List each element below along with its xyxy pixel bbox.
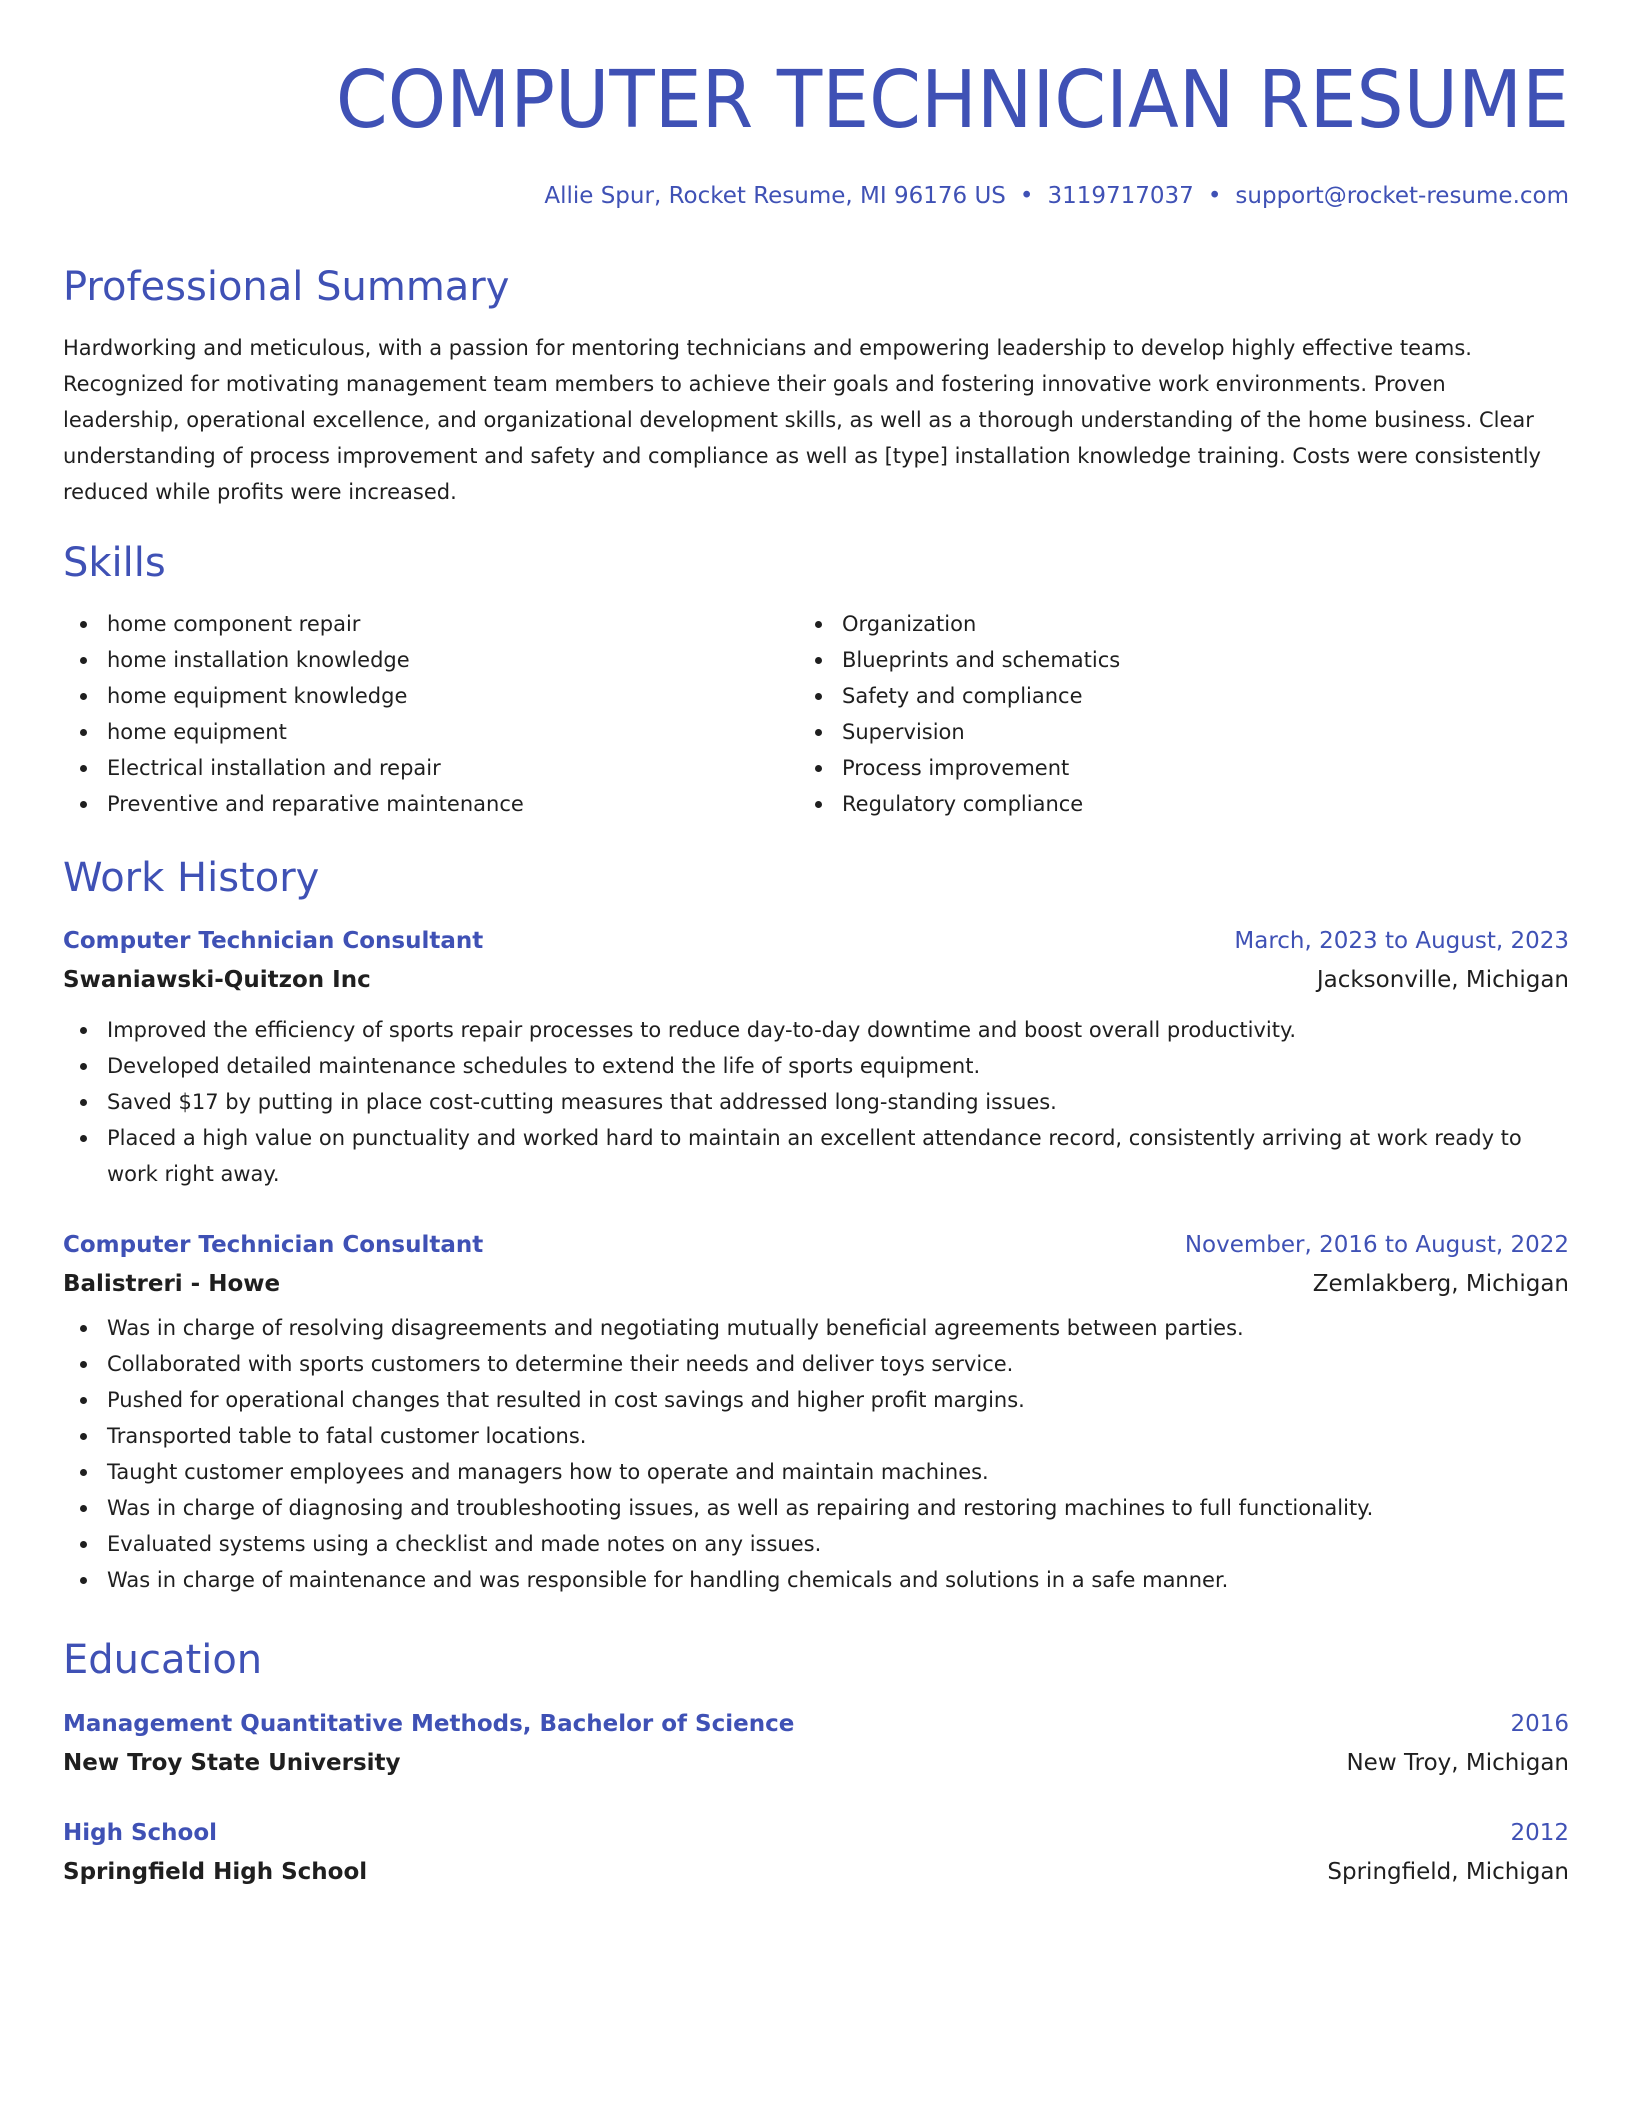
job-bullet: Was in charge of diagnosing and troubleshooting issues, as well as repairing and restoring machines to full functionality. (63, 1490, 1569, 1526)
skill-item: Supervision (798, 714, 1498, 750)
skill-item: home equipment knowledge (63, 678, 763, 714)
education-degree: High School (63, 1820, 218, 1846)
skill-item: home equipment (63, 714, 763, 750)
skill-item: Safety and compliance (798, 678, 1498, 714)
job-bullet: Placed a high value on punctuality and worked hard to maintain an excellent attendance record, consistently arriving at work ready to work right away. (63, 1120, 1543, 1192)
job-bullet: Improved the efficiency of sports repair processes to reduce day-to-day downtime and boost overall productivity. (63, 1012, 1543, 1048)
skills-column-right (798, 606, 1498, 822)
resume-title: COMPUTER TECHNICIAN RESUME (335, 54, 1569, 146)
education-school: Springfield High School (63, 1859, 368, 1885)
skill-item: Organization (798, 606, 1498, 642)
job-bullet: Was in charge of resolving disagreements and negotiating mutually beneficial agreements between parties. (63, 1310, 1569, 1346)
education-location: New Troy, Michigan (1346, 1750, 1569, 1776)
job-entry (63, 922, 1569, 1192)
job-bullet: Collaborated with sports customers to determine their needs and deliver toys service. (63, 1346, 1569, 1382)
skill-item: Preventive and reparative maintenance (63, 786, 763, 822)
education-year: 2012 (1510, 1820, 1569, 1846)
job-bullet: Pushed for operational changes that resulted in cost savings and higher profit margins. (63, 1382, 1569, 1418)
education-year: 2016 (1510, 1711, 1569, 1737)
job-location: Jacksonville, Michigan (1316, 967, 1569, 993)
job-dates: November, 2016 to August, 2022 (1184, 1232, 1569, 1258)
contact-phone: 3119717037 (1047, 183, 1194, 209)
job-bullet: Was in charge of maintenance and was responsible for handling chemicals and solutions in a safe manner. (63, 1562, 1569, 1598)
job-location: Zemlakberg, Michigan (1312, 1271, 1569, 1297)
education-entry (63, 1814, 1569, 1892)
skill-item: home component repair (63, 606, 763, 642)
job-title: Computer Technician Consultant (63, 1232, 484, 1258)
education-degree: Management Quantitative Methods, Bachelor of Science (63, 1711, 795, 1737)
section-heading-work-history: Work History (63, 855, 320, 901)
section-heading-skills: Skills (63, 540, 166, 586)
contact-line (544, 180, 1569, 212)
job-title: Computer Technician Consultant (63, 928, 484, 954)
contact-separator: • (1019, 183, 1034, 209)
skills-column-left (63, 606, 763, 822)
job-bullet: Taught customer employees and managers how to operate and maintain machines. (63, 1454, 1569, 1490)
section-heading-education: Education (63, 1637, 263, 1683)
skill-item: Blueprints and schematics (798, 642, 1498, 678)
section-heading-summary: Professional Summary (63, 264, 510, 310)
summary-text: Hardworking and meticulous, with a passion for mentoring technicians and empowering leadership to develop highly effective teams. Recognized for motivating management team members to achieve their goals and fostering innovative work environments. Proven leadership, operational excellence, and organizational development skills, as well as a thorough understanding of the home business. Clear understanding of process improvement and safety and compliance as well as [type] installation knowledge training. Costs were consistently reduced while profits were increased. (63, 336, 1541, 504)
job-bullet: Saved $17 by putting in place cost-cutting measures that addressed long-standing issues. (63, 1084, 1543, 1120)
job-bullet: Developed detailed maintenance schedules to extend the life of sports equipment. (63, 1048, 1543, 1084)
education-location: Springfield, Michigan (1327, 1859, 1569, 1885)
education-entry (63, 1705, 1569, 1783)
contact-separator: • (1207, 183, 1222, 209)
contact-email: support@rocket-resume.com (1235, 183, 1569, 209)
job-dates: March, 2023 to August, 2023 (1234, 928, 1569, 954)
skill-item: Process improvement (798, 750, 1498, 786)
job-bullet: Transported table to fatal customer locations. (63, 1418, 1569, 1454)
contact-address: Allie Spur, Rocket Resume, MI 96176 US (544, 183, 1006, 209)
skill-item: home installation knowledge (63, 642, 763, 678)
job-bullet: Evaluated systems using a checklist and made notes on any issues. (63, 1526, 1569, 1562)
job-entry (63, 1226, 1569, 1598)
education-school: New Troy State University (63, 1750, 401, 1776)
skill-item: Electrical installation and repair (63, 750, 763, 786)
skill-item: Regulatory compliance (798, 786, 1498, 822)
job-company: Balistreri - Howe (63, 1271, 281, 1297)
job-company: Swaniawski-Quitzon Inc (63, 967, 371, 993)
